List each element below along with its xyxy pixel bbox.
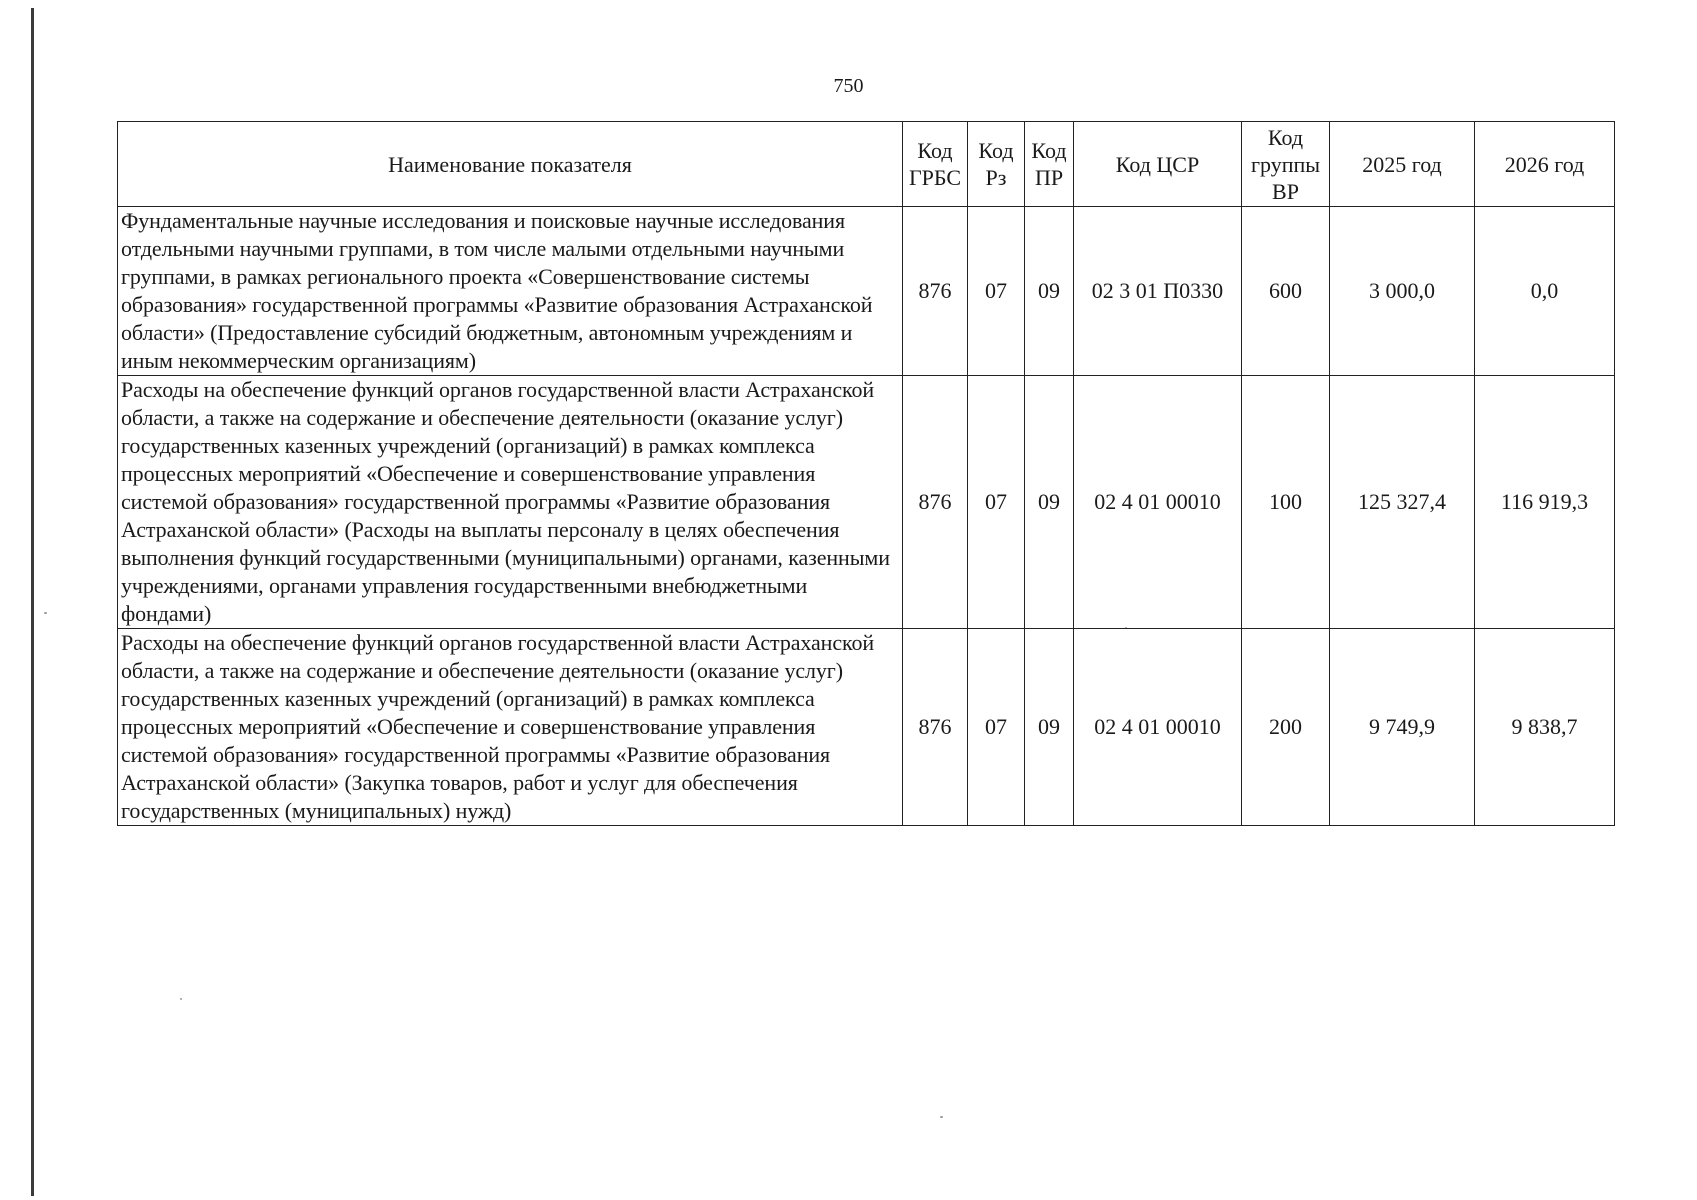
amount-2026-cell: 0,0 [1475, 207, 1615, 376]
table-header-row [118, 122, 1615, 207]
scan-speck [940, 1116, 943, 1118]
table-row [118, 376, 1615, 629]
vr-group-code-cell: 100 [1242, 376, 1330, 629]
pr-code-cell: 09 [1025, 207, 1074, 376]
grbs-code-cell: 876 [903, 376, 968, 629]
indicator-name-cell: Расходы на обеспечение функций органов государственной власти Астраханской области, а также на содержание и обеспечение деятельности (оказание услуг) государственных казенных учреждений (организаций) в рамках комплекса процессных мероприятий «Обеспечение и совершенствование управления системой образования» государственной программы «Развитие образования Астраханской области» (Закупка товаров, работ и услуг для обеспечения государственных (муниципальных) нужд) [118, 629, 903, 826]
amount-2026-cell: 9 838,7 [1475, 629, 1615, 826]
budget-table [117, 121, 1615, 826]
pr-code-cell: 09 [1025, 376, 1074, 629]
rz-code-cell: 07 [968, 629, 1025, 826]
csr-code-cell: 02 4 01 00010 [1074, 629, 1242, 826]
vr-group-code-cell: 600 [1242, 207, 1330, 376]
scan-speck [44, 612, 47, 614]
amount-2025-cell: 125 327,4 [1330, 376, 1475, 629]
table-row [118, 207, 1615, 376]
header-year-2025: 2025 год [1330, 122, 1475, 207]
header-grbs-code: Код ГРБС [903, 122, 968, 207]
header-csr-code: Код ЦСР [1074, 122, 1242, 207]
vr-group-code-cell: 200 [1242, 629, 1330, 826]
header-rz-code: Код Рз [968, 122, 1025, 207]
grbs-code-cell: 876 [903, 207, 968, 376]
rz-code-cell: 07 [968, 376, 1025, 629]
pr-code-cell: 09 [1025, 629, 1074, 826]
rz-code-cell: 07 [968, 207, 1025, 376]
header-indicator-name: Наименование показателя [118, 122, 903, 207]
indicator-name-cell: Расходы на обеспечение функций органов государственной власти Астраханской области, а также на содержание и обеспечение деятельности (оказание услуг) государственных казенных учреждений (организаций) в рамках комплекса процессных мероприятий «Обеспечение и совершенствование управления системой образования» государственной программы «Развитие образования Астраханской области» (Расходы на выплаты персоналу в целях обеспечения выполнения функций государственными (муниципальными) органами, казенными учреждениями, органами управления государственными внебюджетными фондами) [118, 376, 903, 629]
header-vr-group-code: Код группы ВР [1242, 122, 1330, 207]
amount-2026-cell: 116 919,3 [1475, 376, 1615, 629]
amount-2025-cell: 9 749,9 [1330, 629, 1475, 826]
table-row [118, 629, 1615, 826]
indicator-name-cell: Фундаментальные научные исследования и поисковые научные исследования отдельными научными группами, в том числе малыми отдельными научными группами, в рамках регионального проекта «Совершенствование системы образования» государственной программы «Развитие образования Астраханской области» (Предоставление субсидий бюджетным, автономным учреждениям и иным некоммерческим организациям) [118, 207, 903, 376]
header-pr-code: Код ПР [1025, 122, 1074, 207]
amount-2025-cell: 3 000,0 [1330, 207, 1475, 376]
grbs-code-cell: 876 [903, 629, 968, 826]
header-year-2026: 2026 год [1475, 122, 1615, 207]
csr-code-cell: 02 4 01 00010 [1074, 376, 1242, 629]
scan-binding-edge [31, 8, 34, 1196]
page-number: 750 [833, 75, 864, 97]
scan-speck [180, 998, 182, 1000]
csr-code-cell: 02 3 01 П0330 [1074, 207, 1242, 376]
